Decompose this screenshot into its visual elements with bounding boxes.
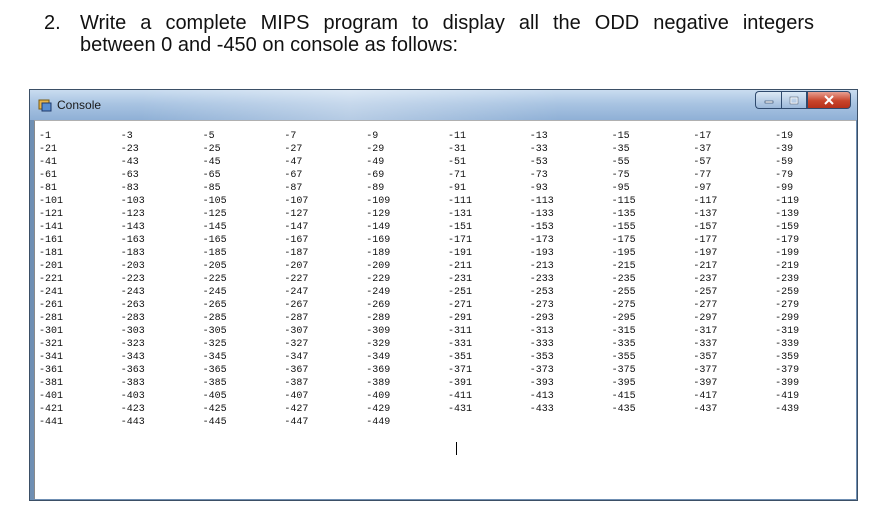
output-value: -203 (120, 261, 145, 272)
question-line-1: Write a complete MIPS program to display all the ODD negative integers (80, 12, 814, 34)
output-value: -143 (120, 222, 145, 233)
output-value: -273 (529, 300, 554, 311)
output-value: -79 (775, 170, 794, 181)
output-value: -295 (611, 313, 636, 324)
text-cursor (456, 442, 457, 455)
output-value: -27 (284, 144, 303, 155)
output-value: -359 (775, 352, 800, 363)
output-value: -111 (447, 196, 472, 207)
output-value: -393 (529, 378, 554, 389)
output-value: -167 (284, 235, 309, 246)
output-row (39, 286, 857, 299)
output-value: -309 (366, 326, 391, 337)
output-value: -141 (39, 222, 64, 233)
output-value: -185 (202, 248, 227, 259)
output-value: -195 (611, 248, 636, 259)
output-value: -293 (529, 313, 554, 324)
output-value: -13 (529, 131, 548, 142)
output-value: -443 (120, 417, 145, 428)
output-value: -97 (693, 183, 712, 194)
output-value: -321 (39, 339, 64, 350)
output-value: -187 (284, 248, 309, 259)
output-value: -115 (611, 196, 636, 207)
output-value: -223 (120, 274, 145, 285)
output-value: -179 (775, 235, 800, 246)
console-icon (38, 98, 52, 112)
output-value: -109 (366, 196, 391, 207)
output-value: -355 (611, 352, 636, 363)
output-value: -383 (120, 378, 145, 389)
output-value: -337 (693, 339, 718, 350)
output-value: -49 (366, 157, 385, 168)
output-value: -113 (529, 196, 554, 207)
output-value: -369 (366, 365, 391, 376)
output-value: -329 (366, 339, 391, 350)
output-value: -201 (39, 261, 64, 272)
output-value: -387 (284, 378, 309, 389)
output-value: -407 (284, 391, 309, 402)
output-value: -71 (447, 170, 466, 181)
output-value: -385 (202, 378, 227, 389)
output-value: -211 (447, 261, 472, 272)
output-row (39, 182, 857, 195)
output-value: -257 (693, 287, 718, 298)
output-value: -59 (775, 157, 794, 168)
output-value: -139 (775, 209, 800, 220)
output-value: -137 (693, 209, 718, 220)
output-value: -417 (693, 391, 718, 402)
output-value: -389 (366, 378, 391, 389)
output-row (39, 416, 857, 429)
output-value: -401 (39, 391, 64, 402)
output-value: -3 (120, 131, 133, 142)
output-value: -289 (366, 313, 391, 324)
output-value: -363 (120, 365, 145, 376)
output-value: -291 (447, 313, 472, 324)
output-row (39, 221, 857, 234)
output-value: -307 (284, 326, 309, 337)
title-bar[interactable] (30, 90, 857, 120)
output-value: -147 (284, 222, 309, 233)
output-row (39, 338, 857, 351)
output-value: -123 (120, 209, 145, 220)
output-value: -65 (202, 170, 221, 181)
output-value: -279 (775, 300, 800, 311)
output-value: -119 (775, 196, 800, 207)
output-value: -81 (39, 183, 58, 194)
output-value: -215 (611, 261, 636, 272)
output-value: -265 (202, 300, 227, 311)
output-value: -17 (693, 131, 712, 142)
close-icon (823, 95, 835, 105)
output-value: -207 (284, 261, 309, 272)
output-value: -161 (39, 235, 64, 246)
output-value: -319 (775, 326, 800, 337)
output-value: -175 (611, 235, 636, 246)
output-value: -135 (611, 209, 636, 220)
output-value: -169 (366, 235, 391, 246)
output-value: -365 (202, 365, 227, 376)
maximize-icon (789, 96, 799, 105)
question-line-2: between 0 and -450 on console as follows: (80, 34, 459, 56)
output-value: -165 (202, 235, 227, 246)
output-value: -429 (366, 404, 391, 415)
output-row (39, 299, 857, 312)
output-value: -245 (202, 287, 227, 298)
output-value: -285 (202, 313, 227, 324)
output-value: -197 (693, 248, 718, 259)
output-value: -41 (39, 157, 58, 168)
output-value: -275 (611, 300, 636, 311)
console-output[interactable] (34, 120, 856, 499)
window-controls (755, 91, 851, 109)
output-value: -29 (366, 144, 385, 155)
output-value: -311 (447, 326, 472, 337)
output-value: -153 (529, 222, 554, 233)
window-title: Console (57, 98, 102, 112)
output-value: -125 (202, 209, 227, 220)
output-value: -133 (529, 209, 554, 220)
output-value: -405 (202, 391, 227, 402)
output-value: -105 (202, 196, 227, 207)
output-value: -411 (447, 391, 472, 402)
output-value: -229 (366, 274, 391, 285)
output-value: -353 (529, 352, 554, 363)
output-row (39, 130, 857, 143)
output-value: -225 (202, 274, 227, 285)
output-value: -87 (284, 183, 303, 194)
output-value: -205 (202, 261, 227, 272)
output-value: -151 (447, 222, 472, 233)
output-value: -301 (39, 326, 64, 337)
output-value: -85 (202, 183, 221, 194)
output-value: -409 (366, 391, 391, 402)
output-value: -313 (529, 326, 554, 337)
output-value: -221 (39, 274, 64, 285)
output-value: -343 (120, 352, 145, 363)
output-value: -445 (202, 417, 227, 428)
output-value: -327 (284, 339, 309, 350)
output-value: -367 (284, 365, 309, 376)
output-value: -339 (775, 339, 800, 350)
output-value: -23 (120, 144, 139, 155)
output-value: -33 (529, 144, 548, 155)
output-value: -377 (693, 365, 718, 376)
output-value: -433 (529, 404, 554, 415)
output-value: -439 (775, 404, 800, 415)
output-value: -31 (447, 144, 466, 155)
output-value: -375 (611, 365, 636, 376)
output-value: -247 (284, 287, 309, 298)
output-value: -37 (693, 144, 712, 155)
output-value: -231 (447, 274, 472, 285)
output-value: -437 (693, 404, 718, 415)
output-value: -121 (39, 209, 64, 220)
output-value: -163 (120, 235, 145, 246)
console-window (29, 89, 858, 501)
output-value: -317 (693, 326, 718, 337)
output-value: -323 (120, 339, 145, 350)
output-value: -21 (39, 144, 58, 155)
output-value: -55 (611, 157, 630, 168)
output-value: -183 (120, 248, 145, 259)
output-value: -251 (447, 287, 472, 298)
output-row (39, 351, 857, 364)
output-value: -297 (693, 313, 718, 324)
output-value: -39 (775, 144, 794, 155)
output-value: -269 (366, 300, 391, 311)
output-value: -391 (447, 378, 472, 389)
minimize-button[interactable] (755, 91, 781, 109)
output-value: -333 (529, 339, 554, 350)
output-value: -101 (39, 196, 64, 207)
close-button[interactable] (807, 91, 851, 109)
output-value: -173 (529, 235, 554, 246)
output-value: -431 (447, 404, 472, 415)
output-value: -45 (202, 157, 221, 168)
output-value: -421 (39, 404, 64, 415)
output-value: -399 (775, 378, 800, 389)
output-value: -93 (529, 183, 548, 194)
output-value: -157 (693, 222, 718, 233)
output-value: -99 (775, 183, 794, 194)
output-value: -239 (775, 274, 800, 285)
output-value: -447 (284, 417, 309, 428)
output-value: -435 (611, 404, 636, 415)
output-value: -63 (120, 170, 139, 181)
output-value: -43 (120, 157, 139, 168)
output-value: -423 (120, 404, 145, 415)
output-value: -1 (39, 131, 52, 142)
output-value: -325 (202, 339, 227, 350)
output-row (39, 364, 857, 377)
output-value: -9 (366, 131, 379, 142)
output-value: -357 (693, 352, 718, 363)
output-value: -305 (202, 326, 227, 337)
output-value: -129 (366, 209, 391, 220)
output-value: -263 (120, 300, 145, 311)
output-value: -199 (775, 248, 800, 259)
output-value: -189 (366, 248, 391, 259)
output-value: -243 (120, 287, 145, 298)
output-value: -349 (366, 352, 391, 363)
output-value: -241 (39, 287, 64, 298)
output-value: -75 (611, 170, 630, 181)
output-row (39, 208, 857, 221)
output-value: -15 (611, 131, 630, 142)
maximize-button[interactable] (781, 91, 807, 109)
output-value: -209 (366, 261, 391, 272)
output-value: -427 (284, 404, 309, 415)
question-text (44, 12, 814, 56)
output-value: -345 (202, 352, 227, 363)
output-value: -235 (611, 274, 636, 285)
output-value: -219 (775, 261, 800, 272)
output-value: -127 (284, 209, 309, 220)
output-value: -255 (611, 287, 636, 298)
output-row (39, 195, 857, 208)
output-value: -5 (202, 131, 215, 142)
output-value: -449 (366, 417, 391, 428)
output-value: -159 (775, 222, 800, 233)
output-value: -261 (39, 300, 64, 311)
output-value: -281 (39, 313, 64, 324)
output-value: -47 (284, 157, 303, 168)
output-value: -315 (611, 326, 636, 337)
output-value: -361 (39, 365, 64, 376)
output-value: -287 (284, 313, 309, 324)
output-value: -267 (284, 300, 309, 311)
output-value: -277 (693, 300, 718, 311)
output-value: -403 (120, 391, 145, 402)
question-number: 2. (44, 12, 61, 34)
output-value: -249 (366, 287, 391, 298)
output-value: -283 (120, 313, 145, 324)
output-value: -107 (284, 196, 309, 207)
output-value: -73 (529, 170, 548, 181)
output-value: -413 (529, 391, 554, 402)
output-row (39, 325, 857, 338)
output-value: -341 (39, 352, 64, 363)
output-value: -7 (284, 131, 297, 142)
output-value: -145 (202, 222, 227, 233)
output-row (39, 377, 857, 390)
output-value: -193 (529, 248, 554, 259)
output-value: -331 (447, 339, 472, 350)
output-value: -57 (693, 157, 712, 168)
output-value: -91 (447, 183, 466, 194)
output-value: -53 (529, 157, 548, 168)
output-value: -117 (693, 196, 718, 207)
output-value: -103 (120, 196, 145, 207)
output-row (39, 156, 857, 169)
output-value: -69 (366, 170, 385, 181)
output-value: -271 (447, 300, 472, 311)
output-value: -11 (447, 131, 466, 142)
output-value: -177 (693, 235, 718, 246)
output-value: -397 (693, 378, 718, 389)
output-value: -371 (447, 365, 472, 376)
output-value: -77 (693, 170, 712, 181)
output-value: -171 (447, 235, 472, 246)
output-row (39, 234, 857, 247)
output-value: -303 (120, 326, 145, 337)
minimize-icon (764, 96, 774, 104)
output-value: -379 (775, 365, 800, 376)
output-value: -181 (39, 248, 64, 259)
output-row (39, 312, 857, 325)
output-value: -131 (447, 209, 472, 220)
output-row (39, 390, 857, 403)
output-value: -213 (529, 261, 554, 272)
output-value: -83 (120, 183, 139, 194)
output-value: -149 (366, 222, 391, 233)
output-value: -425 (202, 404, 227, 415)
output-row (39, 403, 857, 416)
output-value: -155 (611, 222, 636, 233)
output-value: -67 (284, 170, 303, 181)
output-row (39, 143, 857, 156)
output-value: -259 (775, 287, 800, 298)
output-value: -233 (529, 274, 554, 285)
output-value: -441 (39, 417, 64, 428)
output-row (39, 247, 857, 260)
output-value: -25 (202, 144, 221, 155)
output-value: -89 (366, 183, 385, 194)
output-value: -19 (775, 131, 794, 142)
output-value: -415 (611, 391, 636, 402)
output-value: -335 (611, 339, 636, 350)
output-grid (39, 130, 857, 429)
output-value: -237 (693, 274, 718, 285)
output-row (39, 273, 857, 286)
output-value: -95 (611, 183, 630, 194)
output-value: -395 (611, 378, 636, 389)
output-row (39, 260, 857, 273)
output-value: -51 (447, 157, 466, 168)
output-value: -61 (39, 170, 58, 181)
output-value: -299 (775, 313, 800, 324)
output-value: -419 (775, 391, 800, 402)
output-value: -381 (39, 378, 64, 389)
output-value: -35 (611, 144, 630, 155)
output-row (39, 169, 857, 182)
output-value: -217 (693, 261, 718, 272)
output-value: -347 (284, 352, 309, 363)
output-value: -253 (529, 287, 554, 298)
output-value: -351 (447, 352, 472, 363)
output-value: -191 (447, 248, 472, 259)
output-value: -373 (529, 365, 554, 376)
output-value: -227 (284, 274, 309, 285)
